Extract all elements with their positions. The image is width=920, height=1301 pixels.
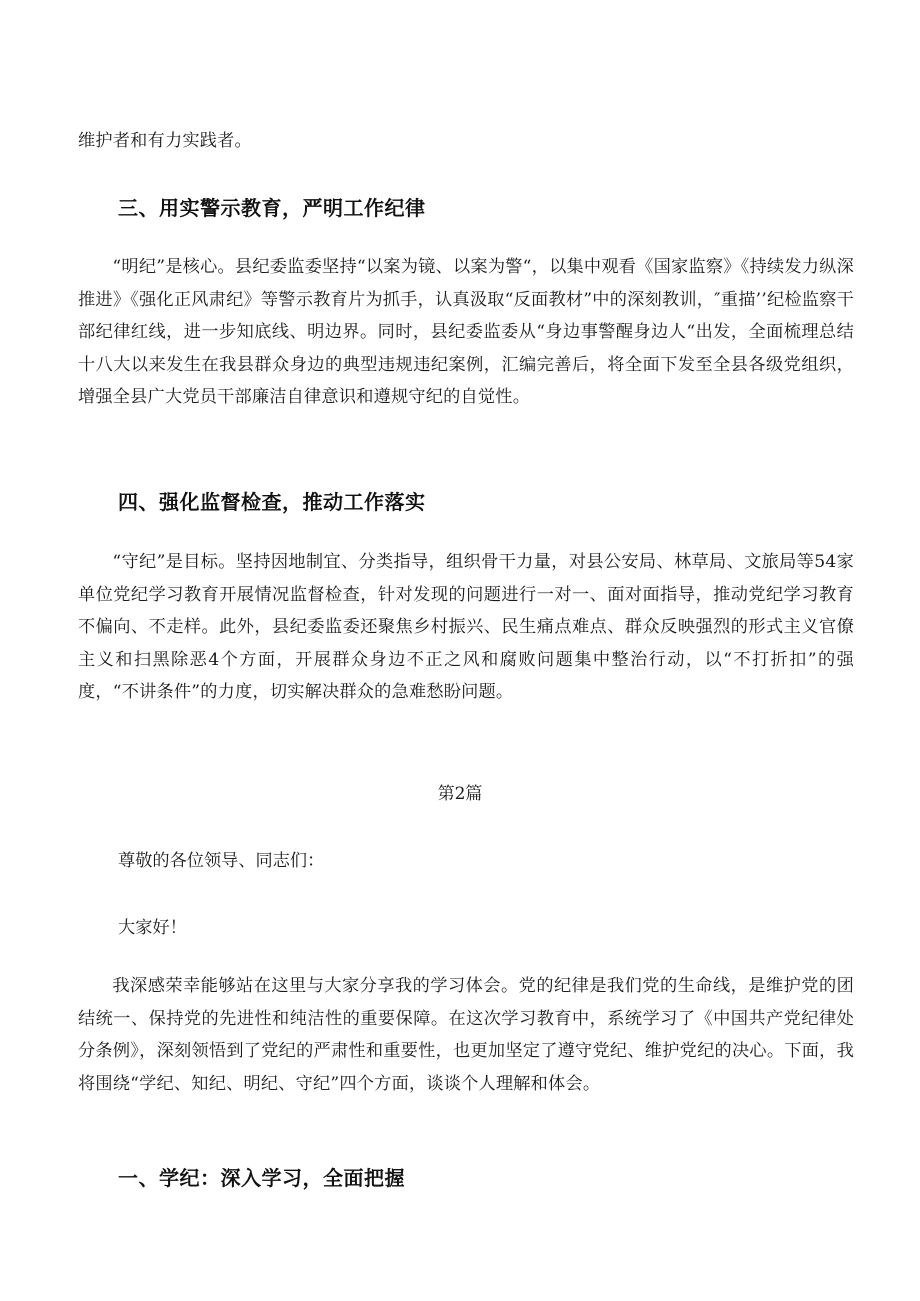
salutation: 尊敬的各位领导、同志们： [118, 851, 325, 871]
section-4-heading: 四、强化监督检查，推动工作落实 [118, 490, 426, 514]
intro-paragraph: 我深感荣幸能够站在这里与大家分享我的学习体会。党的纪律是我们党的生命线，是维护党的团结统一、保持党的先进性和纯洁性的重要保障。在这次学习教育中，系统学习了《中国共产党纪律处分条例》，深刻领悟到了党纪的严肃性和重要性，也更加坚定了遵守党纪、维护党纪的决心。下面，我将围绕“学纪、知纪、明纪、守纪”四个方面，谈谈个人理解和体会。 [78, 976, 854, 1094]
section-4-body: “守纪”是目标。坚持因地制宜、分类指导，组织骨干力量，对县公安局、林草局、文旅局等54家单位党纪学习教育开展情况监督检查，针对发现的问题进行一对一、面对面指导，推动党纪学习教育不偏向、不走样。此外，县纪委监委还聚焦乡村振兴、民生痛点难点、群众反映强烈的形式主义官僚主义和扫黑除恶4个方面，开展群众身边不正之风和腐败问题集中整治行动，以“不打折扣”的强度，“不讲条件”的力度，切实解决群众的急难愁盼问题。 [78, 552, 854, 702]
continuation-text: 维护者和有力实践者。 [78, 131, 252, 151]
part-2-title: 第2篇 [437, 784, 483, 804]
section-3-body: “明纪”是核心。县纪委监委坚持“以案为镜、以案为警“，以集中观看《国家监察》《持续发力纵深推进》《强化正风肃纪》等警示教育片为抓手，认真汲取“反面教材”中的深刻教训，″重描’’纪检监察干部纪律红线，进一步知底线、明边界。同时，县纪委监委从“身边事警醒身边人“出发，全面梳理总结十八大以来发生在我县群众身边的典型违规违纪案例，汇编完善后，将全面下发至全县各级党组织，增强全县广大党员干部廉洁自律意识和遵规守纪的自觉性。 [78, 257, 854, 407]
greeting: 大家好！ [118, 918, 187, 938]
section-3-heading: 三、用实警示教育，严明工作纪律 [118, 196, 426, 220]
part-2-heading-1: 一、学纪：深入学习，全面把握 [118, 1166, 405, 1190]
